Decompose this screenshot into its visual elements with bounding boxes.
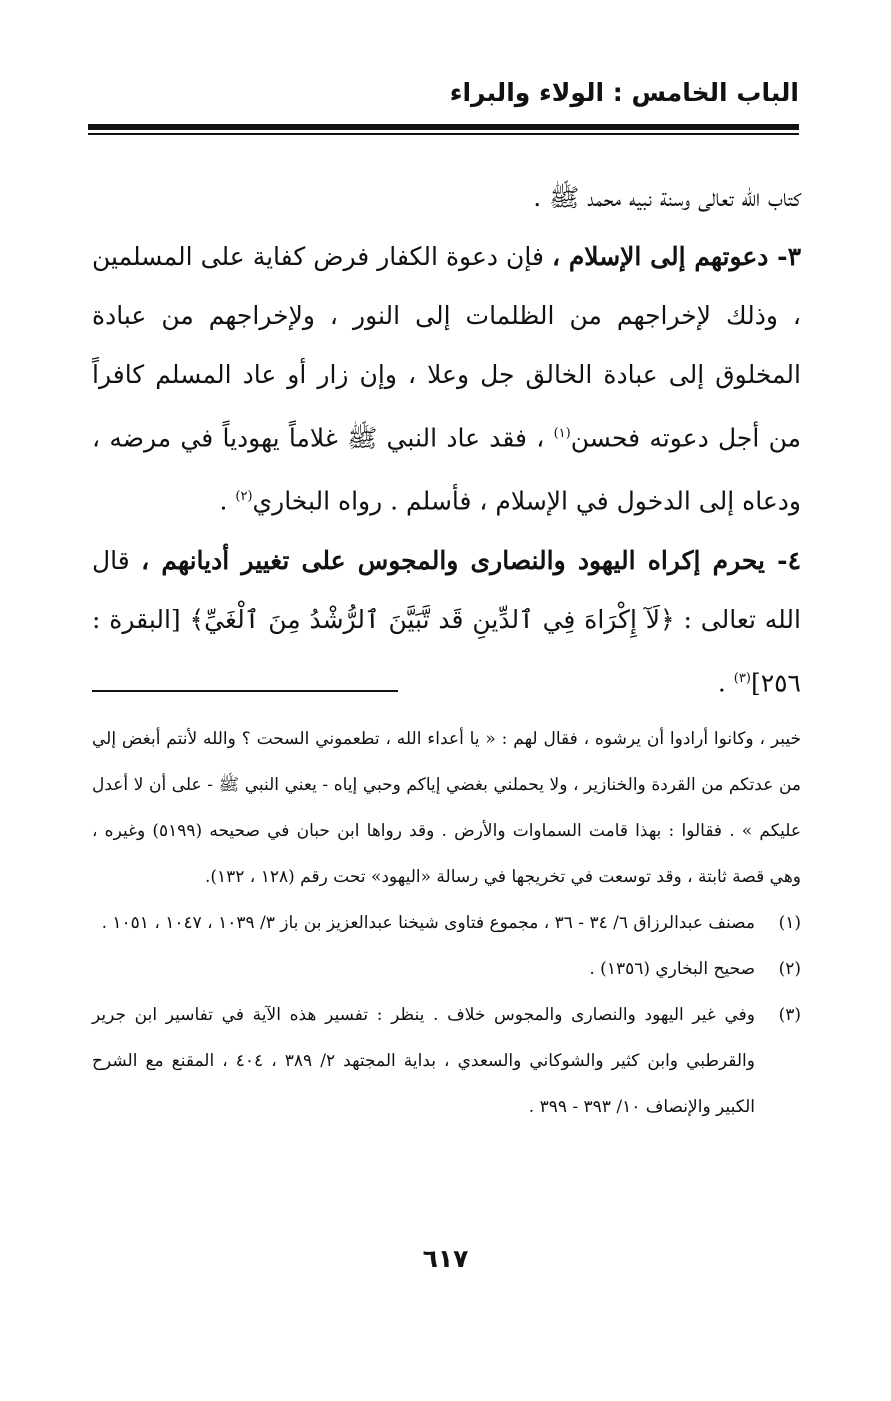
point-4-end: . [717,667,734,697]
footnote-continuation: خيبر ، وكانوا أرادوا أن يرشوه ، فقال لهم : « يا أعداء الله ، تطعموني السحت ؟ والله لأنتم أبغض إلي من عدتكم من القردة والخنازير ، ولا يحملني بغضي إياكم وحبي إياه - يعني النبي ﷺ - على أن لا أعدل عليكم » . فقالوا : بهذا قامت السماوات والأرض . وقد رواها ابن حبان في صحيحه (٥١٩٩) وغيره ، وهي قصة ثابتة ، وقد توسعت في تخريجها في رسالة «اليهود» تحت رقم (١٢٨ ، ١٣٢). [92,729,801,887]
chapter-header: الباب الخامس : الولاء والبراء [449,78,799,107]
footnote-1 [92,900,801,946]
point-4-heading: ٤- يحرم إكراه اليهود والنصارى والمجوس على تغيير أديانهم ، [141,545,801,575]
main-text [92,168,801,712]
footnote-separator [92,690,398,692]
point-3-heading: ٣- دعوتهم إلى الإسلام ، [551,242,801,271]
point-3-text: فإن دعوة الكفار فرض كفاية على المسلمين ، وذلك لإخراجهم من الظلمات إلى النور ، ولإخراجهم من عبادة المخلوق إلى عبادة الخالق جل وعلا ، وإن زار أو عاد المسلم كافراً من أجل دعوته فحسن [92,242,801,453]
footnote-text: مصنف عبدالرزاق ٦/ ٣٤ - ٣٦ ، مجموع فتاوى شيخنا عبدالعزيز بن باز ٣/ ١٠٣٩ ، ١٠٤٧ ، ١٠٥١ . [101,913,755,933]
footnote-number: (٣) [778,1005,801,1025]
footnote-2 [92,946,801,992]
header-rule-thin [88,133,799,135]
footnote-text: صحيح البخاري (١٣٥٦) . [589,959,755,979]
footnotes [92,716,801,1130]
paragraph-1: كتاب الله تعالى وسنة نبيه محمد ﷺ . [533,183,801,212]
footnote-3 [92,992,801,1130]
point-3-end: . [219,486,236,516]
point-4-text: قال الله تعالى : ﴿لَآ إِكْرَاهَ فِي ٱلدِّينِ قَد تَّبَيَّنَ ٱلرُّشْدُ مِنَ ٱلْغَيِّ﴾ [البقرة : ٢٥٦] [92,545,801,697]
footnote-number: (١) [778,913,801,933]
paragraph-2 [92,227,801,531]
point-3-text-2: ، فقد عاد النبي ﷺ غلاماً يهودياً في مرضه ، ودعاه إلى الدخول في الإسلام ، فأسلم . رواه البخاري [92,423,801,516]
paragraph-3 [92,531,801,712]
header-rule-thick [88,124,799,130]
page-number: ٦١٧ [422,1244,469,1273]
footnote-number: (٢) [778,959,801,979]
footnote-ref-3: (٣) [733,670,751,686]
footnote-text: وفي غير اليهود والنصارى والمجوس خلاف . ينظر : تفسير هذه الآية في تفاسير ابن جرير والقرطبي وابن كثير والشوكاني والسعدي ، بداية المجتهد ٢/ ٣٨٩ ، ٤٠٤ ، المقنع مع الشرح الكبير والإنصاف ١٠/ ٣٩٣ - ٣٩٩ . [92,1005,755,1117]
footnote-ref-2: (٢) [235,489,253,505]
footnote-ref-1: (١) [553,426,571,441]
